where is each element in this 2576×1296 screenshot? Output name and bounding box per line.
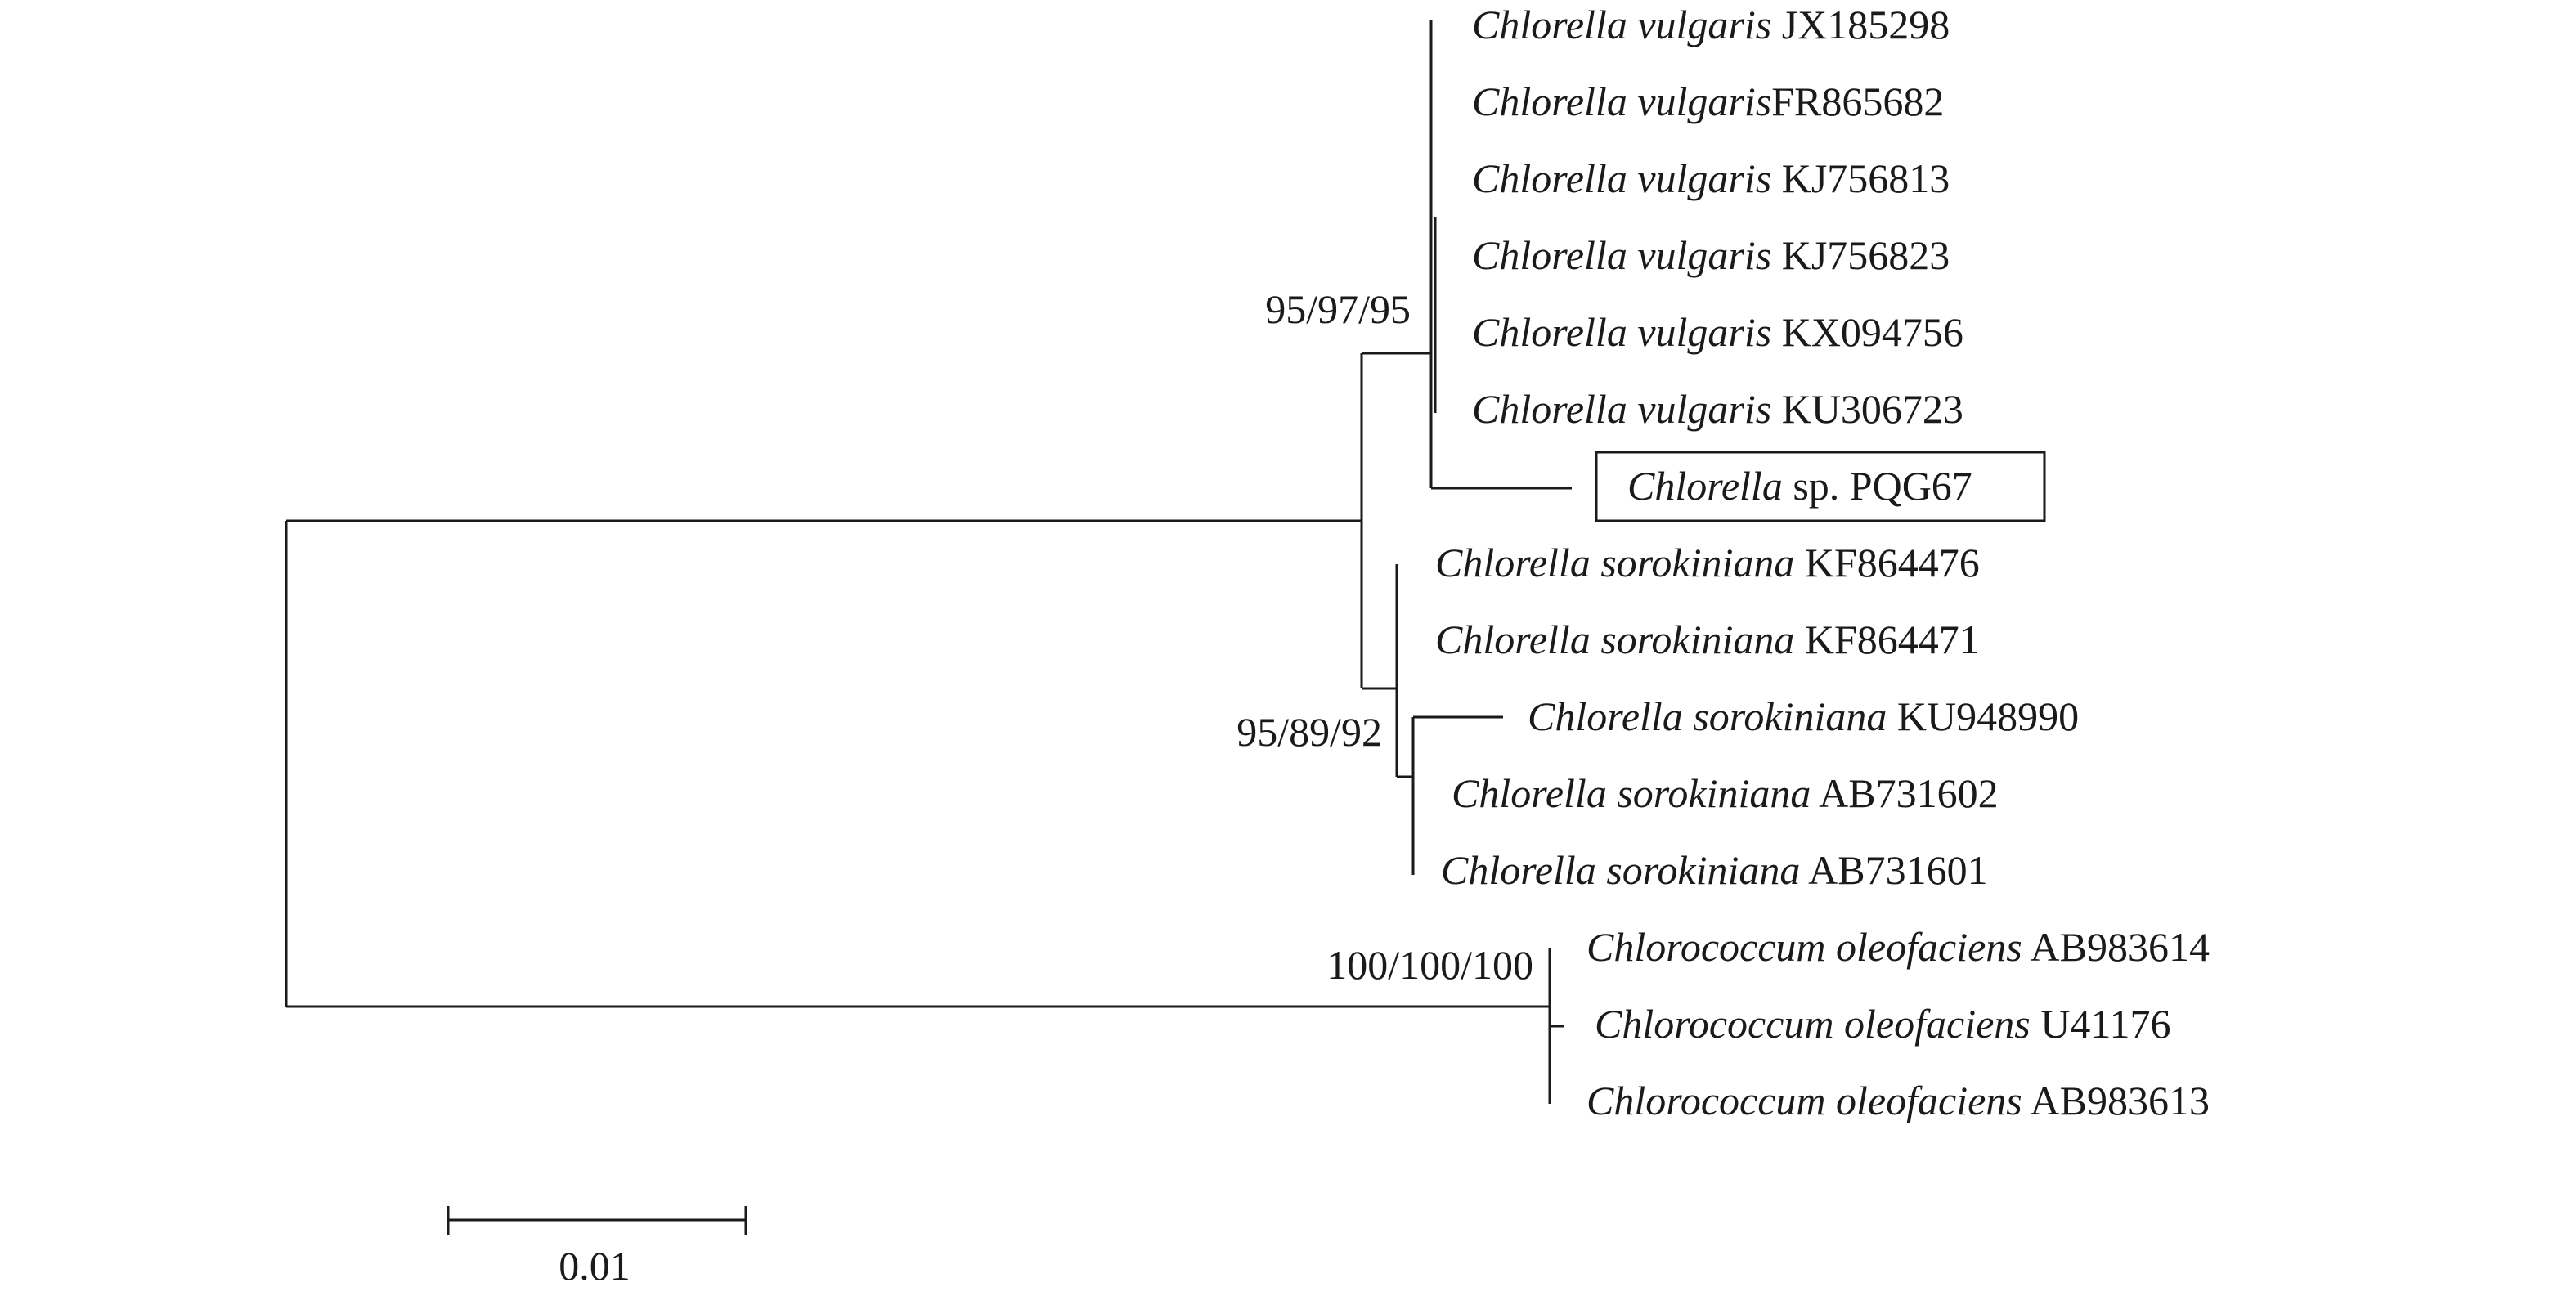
taxon-label bbox=[1472, 386, 1963, 432]
taxon-species: Chlorella sorokiniana bbox=[1528, 693, 1887, 739]
taxon-label bbox=[1586, 924, 2210, 970]
bootstrap-sorokiniana: 95/89/92 bbox=[1236, 709, 1382, 755]
taxon-label bbox=[1472, 155, 1950, 201]
taxon-label bbox=[1586, 1078, 2210, 1123]
taxon-accession: AB731602 bbox=[1819, 770, 1999, 816]
taxon-species: Chlorella bbox=[1627, 463, 1783, 509]
taxon-accession: sp. PQG67 bbox=[1793, 463, 1972, 509]
taxon-accession: KJ756823 bbox=[1781, 232, 1950, 278]
taxon-accession: KX094756 bbox=[1781, 309, 1963, 355]
taxon-species: Chlorella vulgaris bbox=[1472, 232, 1772, 278]
taxon-species: Chlorella vulgaris bbox=[1472, 2, 1772, 47]
taxa-labels bbox=[1435, 2, 2210, 1123]
taxon-accession: KU306723 bbox=[1781, 386, 1963, 432]
taxon-species: Chlorella sorokiniana bbox=[1435, 540, 1795, 585]
taxon-label bbox=[1472, 232, 1950, 278]
taxon-accession: KJ756813 bbox=[1781, 155, 1950, 201]
taxon-accession: KF864471 bbox=[1804, 617, 1980, 662]
taxon-accession: FR865682 bbox=[1771, 78, 1945, 124]
taxon-label bbox=[1472, 2, 1950, 47]
scale-bar bbox=[448, 1206, 746, 1289]
taxon-label bbox=[1441, 847, 1988, 893]
taxon-accession: JX185298 bbox=[1781, 2, 1950, 47]
scale-bar-label: 0.01 bbox=[559, 1243, 631, 1289]
taxon-accession: AB731601 bbox=[1808, 847, 1988, 893]
taxon-accession-space bbox=[1771, 2, 1782, 47]
taxon-species: Chlorella sorokiniana bbox=[1435, 617, 1795, 662]
taxon-accession: AB983614 bbox=[2030, 924, 2210, 970]
taxon-accession: KF864476 bbox=[1804, 540, 1980, 585]
taxon-species: Chlorella vulgaris bbox=[1472, 386, 1772, 432]
taxon-label bbox=[1452, 770, 1999, 816]
taxon-species: Chlorella sorokiniana bbox=[1441, 847, 1801, 893]
taxon-species: Chlorococcum oleofaciens bbox=[1595, 1001, 2031, 1047]
taxon-label bbox=[1472, 78, 1944, 124]
taxon-species: Chlorella vulgaris bbox=[1472, 309, 1772, 355]
taxon-accession: U41176 bbox=[2040, 1001, 2171, 1047]
taxon-accession: AB983613 bbox=[2030, 1078, 2210, 1123]
bootstrap-vulgaris: 95/97/95 bbox=[1265, 286, 1411, 332]
taxon-label bbox=[1528, 693, 2079, 739]
taxon-label bbox=[1435, 540, 1980, 585]
taxon-label-highlighted bbox=[1627, 463, 1972, 509]
taxon-accession: KU948990 bbox=[1896, 693, 2080, 739]
taxon-label bbox=[1595, 1001, 2171, 1047]
taxon-label bbox=[1435, 617, 1980, 662]
taxon-species: Chlorococcum oleofaciens bbox=[1586, 1078, 2022, 1123]
taxon-species: Chlorella vulgaris bbox=[1472, 155, 1772, 201]
taxon-label bbox=[1472, 309, 1963, 355]
taxon-species: Chlorococcum oleofaciens bbox=[1586, 924, 2022, 970]
bootstrap-chlorococcum: 100/100/100 bbox=[1326, 942, 1533, 988]
taxon-species: Chlorella vulgaris bbox=[1472, 78, 1772, 124]
taxon-species: Chlorella sorokiniana bbox=[1452, 770, 1811, 816]
